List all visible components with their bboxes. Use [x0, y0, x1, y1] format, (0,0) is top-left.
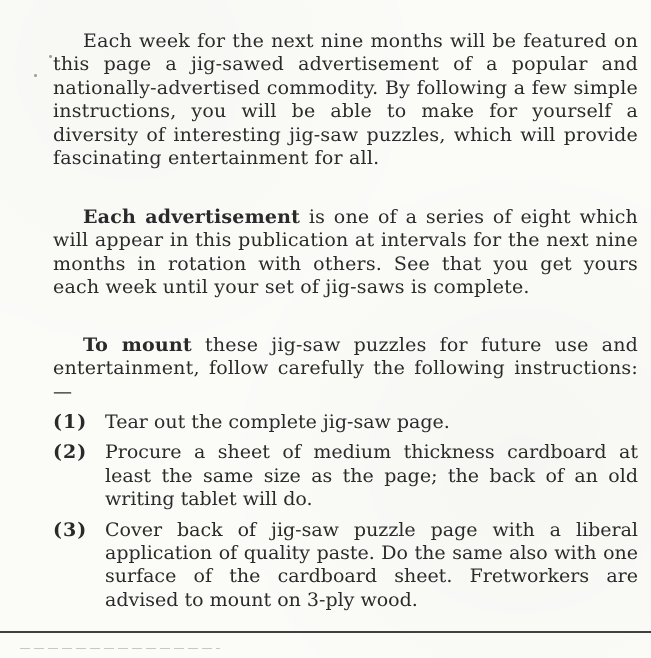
bottom-dashed-rule	[20, 648, 220, 649]
series-lead: Each advertisement	[83, 206, 301, 228]
instruction-item	[53, 441, 638, 511]
bottom-rule	[0, 631, 651, 633]
instruction-list	[53, 411, 638, 619]
instruction-text: Tear out the complete jig-saw page.	[105, 411, 450, 433]
intro-text: Each week for the next nine months will be featured on this page a jig-sawed advertisement of a popular and nationally-advertised commodity. By following a few simple instructions, you will be able to make for yourself a diversity of interesting jig-saw puzzles, which will provide fascinating entertainment for all.	[53, 30, 638, 170]
instruction-number: (2)	[53, 441, 88, 464]
instruction-item	[53, 519, 638, 613]
instruction-item	[53, 411, 638, 434]
print-speck	[49, 55, 52, 58]
intro-paragraph	[53, 30, 638, 170]
print-speck	[34, 74, 37, 77]
mounting-paragraph	[53, 334, 638, 404]
mounting-text: these jig-saw puzzles for future use and entertainment, follow carefully the following instructions:—	[53, 334, 638, 403]
instruction-text: Cover back of jig-saw puzzle page with a liberal application of quality paste. Do the same also with one surface of the cardboard sheet. Fretworkers are advised to mount on 3-ply wood.	[105, 518, 638, 611]
instruction-number: (3)	[53, 518, 88, 541]
mounting-lead: To mount	[83, 334, 192, 356]
series-paragraph	[53, 206, 638, 300]
instruction-text: Procure a sheet of medium thickness cardboard at least the same size as the page; the back of an old writing tablet will do.	[105, 441, 638, 511]
series-text: is one of a series of eight which will appear in this publication at intervals for the next nine months in rotation with others. See that you get yours each week until your set of jig-saws is complete.	[53, 206, 638, 299]
instruction-number: (1)	[53, 411, 88, 433]
